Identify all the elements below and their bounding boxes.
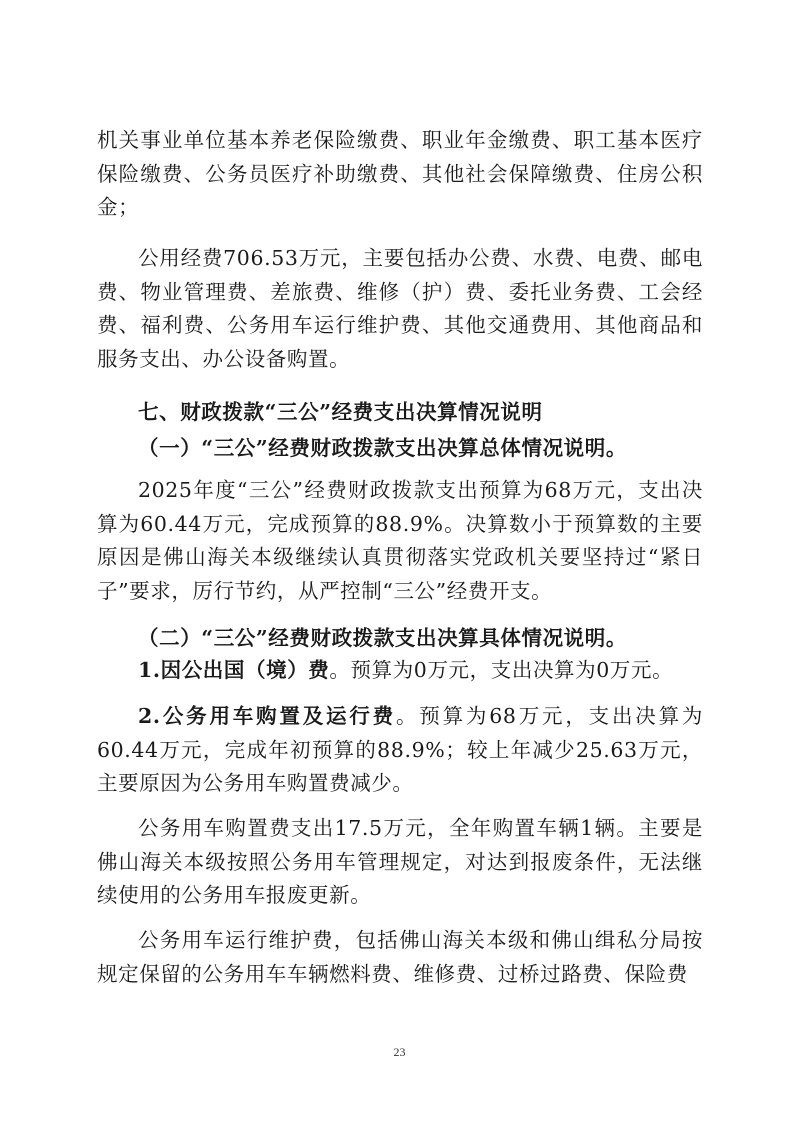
item-lead: 1.因公出国（境）费 — [138, 658, 330, 682]
paragraph-text: 公务用车购置费支出17.5万元，全年购置车辆1辆。主要是佛山海关本级按照公务用车管理规定，对达到报废条件，无法继续使用的公务用车报废更新。 — [97, 816, 703, 907]
paragraph-text: 公务用车运行维护费，包括佛山海关本级和佛山缉私分局按规定保留的公务用车车辆燃料费、维修费、过桥过路费、保险费 — [97, 928, 703, 986]
paragraph-text — [97, 654, 703, 688]
subsection-heading: （二）“三公”经费财政拨款支出决算具体情况说明。 — [138, 626, 627, 650]
section-heading-three-public — [97, 396, 703, 430]
item-body: 。预算为0万元，支出决算为0万元。 — [329, 658, 674, 682]
paragraph-vehicle-costs — [97, 700, 703, 801]
paragraph-text — [97, 700, 703, 801]
paragraph-vehicle-purchase — [97, 812, 703, 913]
subsection-heading-details — [97, 622, 703, 656]
paragraph-public-funds — [97, 242, 703, 376]
paragraph-overall-budget — [97, 474, 703, 608]
item-body: 。预算为68万元，支出决算为60.44万元，完成年初预算的88.9%；较上年减少25.63万元，主要原因为公务用车购置费减少。 — [97, 704, 703, 795]
paragraph-text: 机关事业单位基本养老保险缴费、职业年金缴费、职工基本医疗保险缴费、公务员医疗补助缴费、其他社会保障缴费、住房公积金； — [97, 128, 703, 219]
paragraph-text: 公用经费706.53万元，主要包括办公费、水费、电费、邮电费、物业管理费、差旅费、维修（护）费、委托业务费、工会经费、福利费、公务用车运行维护费、其他交通费用、其他商品和服务支出、办公设备购置。 — [97, 246, 703, 371]
section-heading: 七、财政拨款“三公”经费支出决算情况说明 — [138, 400, 543, 424]
page-number: 23 — [393, 1045, 406, 1059]
paragraph-vehicle-maintenance — [97, 924, 703, 991]
item-lead: 2.公务用车购置及运行费 — [138, 704, 396, 728]
paragraph-social-security — [97, 124, 703, 225]
subsection-heading-overall — [97, 432, 703, 466]
paragraph-text: 2025年度“三公”经费财政拨款支出预算为68万元，支出决算为60.44万元，完成预算的88.9%。决算数小于预算数的主要原因是佛山海关本级继续认真贯彻落实党政机关要坚持过“紧日子”要求，厉行节约，从严控制“三公”经费开支。 — [97, 478, 703, 603]
paragraph-overseas-travel — [97, 654, 703, 688]
subsection-heading: （一）“三公”经费财政拨款支出决算总体情况说明。 — [138, 436, 627, 460]
